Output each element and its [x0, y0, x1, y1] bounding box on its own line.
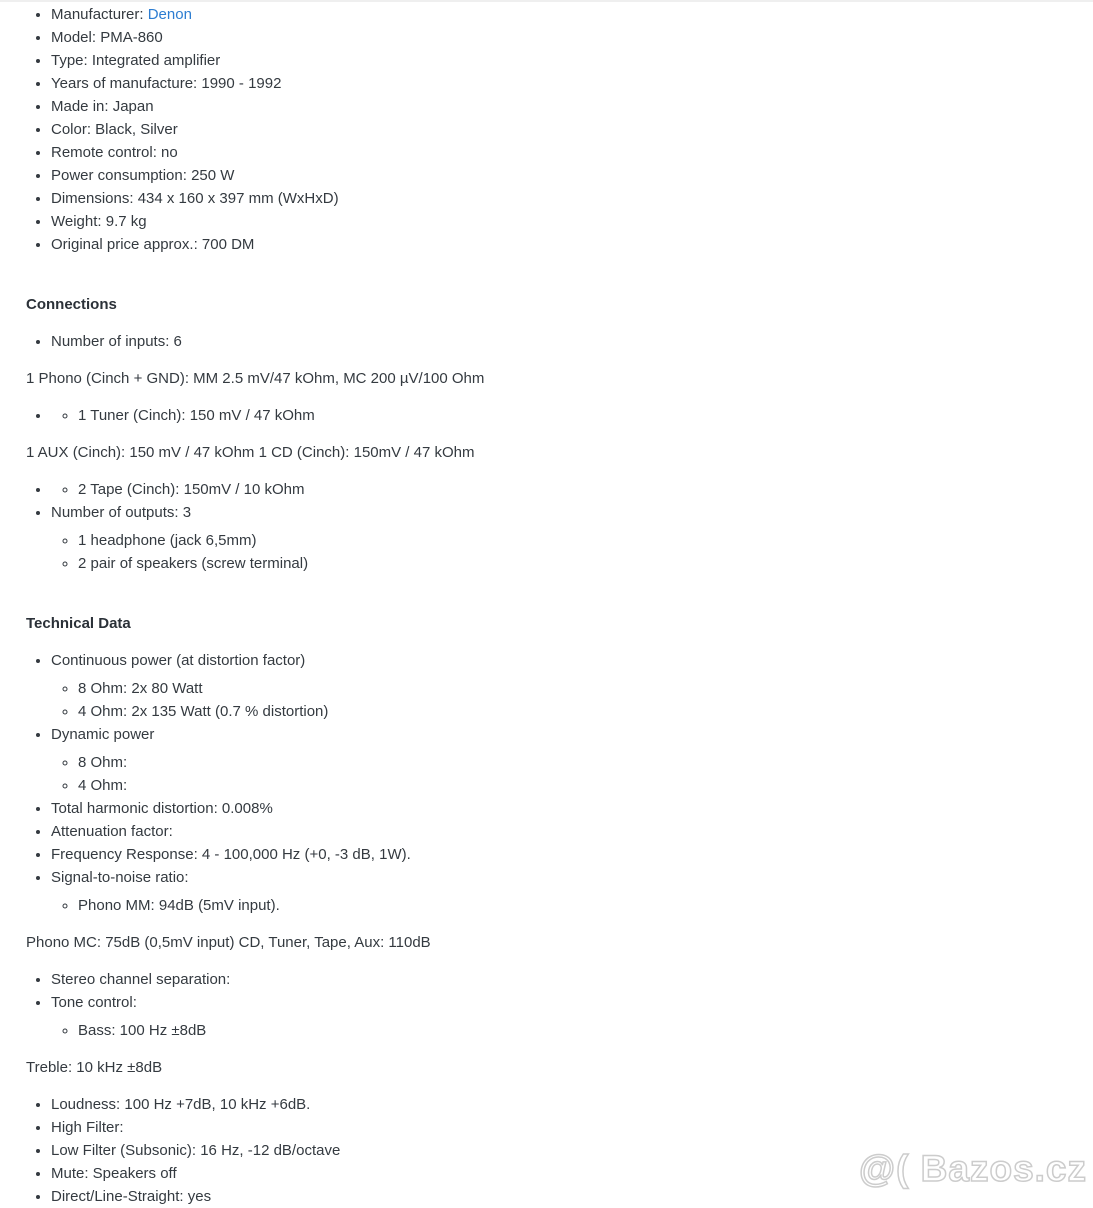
list-item-power-consumption: • Power consumption: 250 W [51, 164, 1067, 187]
manufacturer-label: Manufacturer: [51, 6, 148, 23]
list-item-weight: • Weight: 9.7 kg [51, 210, 1067, 233]
list-item-tuner: ◦ • 1 Tuner (Cinch): 150 mV / 47 kOhm [78, 404, 1067, 427]
list-item-outputs [51, 501, 1067, 575]
dynamic-power-label: Dynamic power [51, 726, 155, 743]
list-item-phono-mm: ◦ Phono MM: 94dB (5mV input). [78, 894, 1067, 917]
list-item-tape: ◦ • 2 Tape (Cinch): 150mV / 10 kOhm [78, 478, 1067, 501]
nested-list [51, 404, 1067, 427]
list-item-attenuation: • Attenuation factor: [51, 820, 1067, 843]
nested-list [51, 529, 1067, 575]
list-item-continuous-power [51, 649, 1067, 723]
continuous-power-label: Continuous power (at distortion factor) [51, 652, 306, 669]
technical-data-heading: Technical Data [26, 615, 131, 632]
list-item-frequency-response: • Frequency Response: 4 - 100,000 Hz (+0, -3 dB, 1W). [51, 843, 1067, 866]
list-item-color: • Color: Black, Silver [51, 118, 1067, 141]
list-item-snr [51, 866, 1067, 917]
list-item-speakers: ◦ 2 pair of speakers (screw terminal) [78, 552, 1067, 575]
list-item-dimensions: • Dimensions: 434 x 160 x 397 mm (WxHxD) [51, 187, 1067, 210]
list-item-nested-only [51, 404, 1067, 427]
treble-paragraph: Treble: 10 kHz ±8dB [26, 1059, 163, 1076]
technical-tone-list [26, 968, 1067, 1042]
manufacturer-link[interactable]: Denon [147, 6, 192, 23]
nested-list [51, 478, 1067, 501]
list-item-high-filter: • High Filter: [51, 1116, 1067, 1139]
list-item-direct: • Direct/Line-Straight: yes [51, 1185, 1067, 1208]
aux-cd-paragraph: 1 AUX (Cinch): 150 mV / 47 kOhm 1 CD (Cinch): 150mV / 47 kOhm [26, 444, 475, 461]
list-item-mute: • Mute: Speakers off [51, 1162, 1067, 1185]
spec-sheet [0, 2, 1093, 1208]
list-item-manufacturer [51, 3, 1067, 26]
list-item-tone-control [51, 991, 1067, 1042]
technical-power-list [26, 649, 1067, 917]
list-item-4ohm-continuous: ◦ 4 Ohm: 2x 135 Watt (0.7 % distortion) [78, 700, 1067, 723]
list-item-loudness: • Loudness: 100 Hz +7dB, 10 kHz +6dB. [51, 1093, 1067, 1116]
list-item-4ohm-dynamic: ◦ 4 Ohm: [78, 774, 1067, 797]
list-item-inputs: • Number of inputs: 6 [51, 330, 1067, 353]
list-item-headphone: ◦ 1 headphone (jack 6,5mm) [78, 529, 1067, 552]
list-item-nested-only [51, 478, 1067, 501]
list-item-made-in: • Made in: Japan [51, 95, 1067, 118]
connections-tuner-list [26, 404, 1067, 427]
list-item-thd: • Total harmonic distortion: 0.008% [51, 797, 1067, 820]
list-item-model: • Model: PMA-860 [51, 26, 1067, 49]
phono-paragraph: 1 Phono (Cinch + GND): MM 2.5 mV/47 kOhm, MC 200 µV/100 Ohm [26, 370, 485, 387]
list-item-remote: • Remote control: no [51, 141, 1067, 164]
list-item-8ohm-continuous: ◦ 8 Ohm: 2x 80 Watt [78, 677, 1067, 700]
connections-heading: Connections [26, 296, 117, 313]
nested-list [51, 751, 1067, 797]
list-item-bass: ◦ Bass: 100 Hz ±8dB [78, 1019, 1067, 1042]
tone-control-label: Tone control: [51, 994, 137, 1011]
general-specs-list [26, 3, 1067, 256]
connections-outputs-list [26, 478, 1067, 575]
list-item-years: • Years of manufacture: 1990 - 1992 [51, 72, 1067, 95]
list-item-type: • Type: Integrated amplifier [51, 49, 1067, 72]
phono-mc-paragraph: Phono MC: 75dB (0,5mV input) CD, Tuner, Tape, Aux: 110dB [26, 934, 431, 951]
list-item-price: • Original price approx.: 700 DM [51, 233, 1067, 256]
nested-list [51, 894, 1067, 917]
connections-inputs-list [26, 330, 1067, 353]
nested-list [51, 1019, 1067, 1042]
list-item-8ohm-dynamic: ◦ 8 Ohm: [78, 751, 1067, 774]
list-item-stereo-separation: • Stereo channel separation: [51, 968, 1067, 991]
list-item-dynamic-power [51, 723, 1067, 797]
outputs-label: Number of outputs: 3 [51, 504, 192, 521]
nested-list [51, 677, 1067, 723]
list-item-low-filter: • Low Filter (Subsonic): 16 Hz, -12 dB/octave [51, 1139, 1067, 1162]
snr-label: Signal-to-noise ratio: [51, 869, 189, 886]
bazos-watermark: @( Bazos.cz [858, 1148, 1087, 1189]
